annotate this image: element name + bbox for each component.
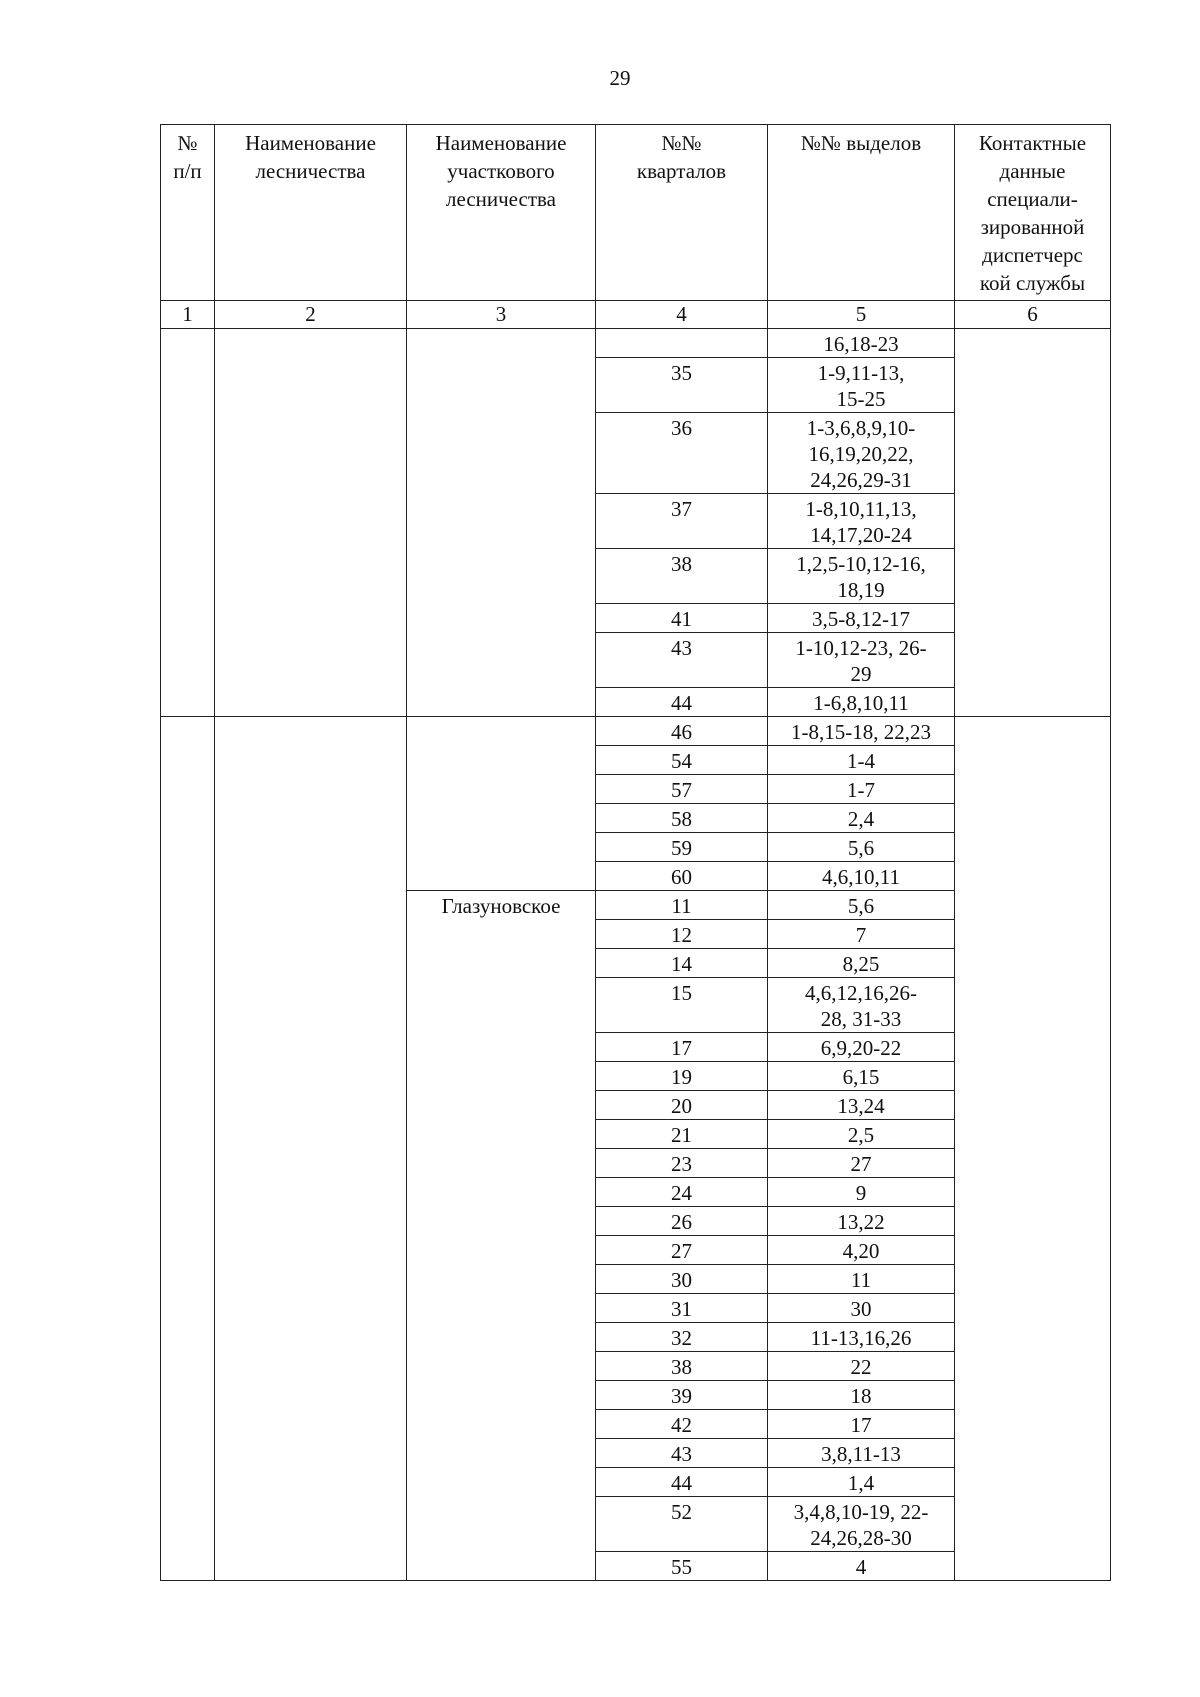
quarter-number: 54 xyxy=(596,746,768,775)
block2-contact-cell xyxy=(955,717,1111,1581)
quarter-number: 58 xyxy=(596,804,768,833)
allotment-numbers: 9 xyxy=(768,1178,955,1207)
allotment-numbers: 3,4,8,10-19, 22- 24,26,28-30 xyxy=(768,1497,955,1552)
allotment-numbers: 6,15 xyxy=(768,1062,955,1091)
allotment-numbers: 13,22 xyxy=(768,1207,955,1236)
block1-index-cell xyxy=(161,329,215,717)
quarter-number: 44 xyxy=(596,1468,768,1497)
quarter-number: 37 xyxy=(596,494,768,549)
allotment-numbers: 1-7 xyxy=(768,775,955,804)
column-number-1: 1 xyxy=(161,301,215,329)
quarter-number: 38 xyxy=(596,1352,768,1381)
quarter-number: 26 xyxy=(596,1207,768,1236)
allotment-numbers: 5,6 xyxy=(768,833,955,862)
quarter-number: 24 xyxy=(596,1178,768,1207)
quarter-number: 60 xyxy=(596,862,768,891)
allotment-numbers: 4,20 xyxy=(768,1236,955,1265)
allotment-numbers: 3,5-8,12-17 xyxy=(768,604,955,633)
forestry-table xyxy=(160,124,1111,1581)
quarter-number xyxy=(596,329,768,358)
allotment-numbers: 22 xyxy=(768,1352,955,1381)
allotment-numbers: 1-3,6,8,9,10- 16,19,20,22, 24,26,29-31 xyxy=(768,413,955,494)
allotment-numbers: 1,2,5-10,12-16, 18,19 xyxy=(768,549,955,604)
quarter-number: 23 xyxy=(596,1149,768,1178)
header-col-4: №№ кварталов xyxy=(596,125,768,301)
quarter-number: 17 xyxy=(596,1033,768,1062)
block1-contact-cell xyxy=(955,329,1111,717)
quarter-number: 42 xyxy=(596,1410,768,1439)
quarter-number: 20 xyxy=(596,1091,768,1120)
block2-index-cell xyxy=(161,717,215,1581)
allotment-numbers: 1-6,8,10,11 xyxy=(768,688,955,717)
allotment-numbers: 1,4 xyxy=(768,1468,955,1497)
column-number-2: 2 xyxy=(215,301,407,329)
header-col-6: Контактные данные специали- зированной диспетчерс кой службы xyxy=(955,125,1111,301)
column-number-3: 3 xyxy=(407,301,596,329)
quarter-number: 38 xyxy=(596,549,768,604)
quarter-number: 36 xyxy=(596,413,768,494)
quarter-number: 15 xyxy=(596,978,768,1033)
allotment-numbers: 4,6,12,16,26- 28, 31-33 xyxy=(768,978,955,1033)
column-number-5: 5 xyxy=(768,301,955,329)
allotment-numbers: 11 xyxy=(768,1265,955,1294)
allotment-numbers: 1-8,15-18, 22,23 xyxy=(768,717,955,746)
header-col-3: Наименование участкового лесничества xyxy=(407,125,596,301)
allotment-numbers: 8,25 xyxy=(768,949,955,978)
quarter-number: 27 xyxy=(596,1236,768,1265)
quarter-number: 52 xyxy=(596,1497,768,1552)
allotment-numbers: 5,6 xyxy=(768,891,955,920)
header-col-5: №№ выделов xyxy=(768,125,955,301)
column-number-4: 4 xyxy=(596,301,768,329)
allotment-numbers: 13,24 xyxy=(768,1091,955,1120)
quarter-number: 57 xyxy=(596,775,768,804)
header-col-1: № п/п xyxy=(161,125,215,301)
allotment-numbers: 18 xyxy=(768,1381,955,1410)
allotment-numbers: 27 xyxy=(768,1149,955,1178)
quarter-number: 11 xyxy=(596,891,768,920)
quarter-number: 19 xyxy=(596,1062,768,1091)
page-number: 29 xyxy=(609,66,631,90)
quarter-number: 39 xyxy=(596,1381,768,1410)
quarter-number: 14 xyxy=(596,949,768,978)
allotment-numbers: 4 xyxy=(768,1552,955,1581)
quarter-number: 30 xyxy=(596,1265,768,1294)
allotment-numbers: 4,6,10,11 xyxy=(768,862,955,891)
allotment-numbers: 30 xyxy=(768,1294,955,1323)
allotment-numbers: 2,4 xyxy=(768,804,955,833)
allotment-numbers: 3,8,11-13 xyxy=(768,1439,955,1468)
allotment-numbers: 1-10,12-23, 26- 29 xyxy=(768,633,955,688)
quarter-number: 44 xyxy=(596,688,768,717)
header-row xyxy=(161,125,1111,301)
table-row xyxy=(161,717,1111,746)
quarter-number: 46 xyxy=(596,717,768,746)
quarter-number: 55 xyxy=(596,1552,768,1581)
column-number-6: 6 xyxy=(955,301,1111,329)
allotment-numbers: 16,18-23 xyxy=(768,329,955,358)
quarter-number: 41 xyxy=(596,604,768,633)
header-col-2: Наименование лесничества xyxy=(215,125,407,301)
quarter-number: 35 xyxy=(596,358,768,413)
block2-forestry-cell xyxy=(215,717,407,1581)
allotment-numbers: 1-9,11-13, 15-25 xyxy=(768,358,955,413)
block2-district-cell xyxy=(407,717,596,891)
quarter-number: 21 xyxy=(596,1120,768,1149)
quarter-number: 43 xyxy=(596,633,768,688)
allotment-numbers: 7 xyxy=(768,920,955,949)
allotment-numbers: 1-8,10,11,13, 14,17,20-24 xyxy=(768,494,955,549)
block1-district-cell xyxy=(407,329,596,717)
allotment-numbers: 17 xyxy=(768,1410,955,1439)
district-glazunovskoe: Глазуновское xyxy=(407,891,596,1581)
column-number-row xyxy=(161,301,1111,329)
allotment-numbers: 2,5 xyxy=(768,1120,955,1149)
quarter-number: 31 xyxy=(596,1294,768,1323)
block1-forestry-cell xyxy=(215,329,407,717)
allotment-numbers: 1-4 xyxy=(768,746,955,775)
quarter-number: 43 xyxy=(596,1439,768,1468)
quarter-number: 12 xyxy=(596,920,768,949)
quarter-number: 32 xyxy=(596,1323,768,1352)
table-row xyxy=(161,329,1111,358)
quarter-number: 59 xyxy=(596,833,768,862)
allotment-numbers: 6,9,20-22 xyxy=(768,1033,955,1062)
allotment-numbers: 11-13,16,26 xyxy=(768,1323,955,1352)
